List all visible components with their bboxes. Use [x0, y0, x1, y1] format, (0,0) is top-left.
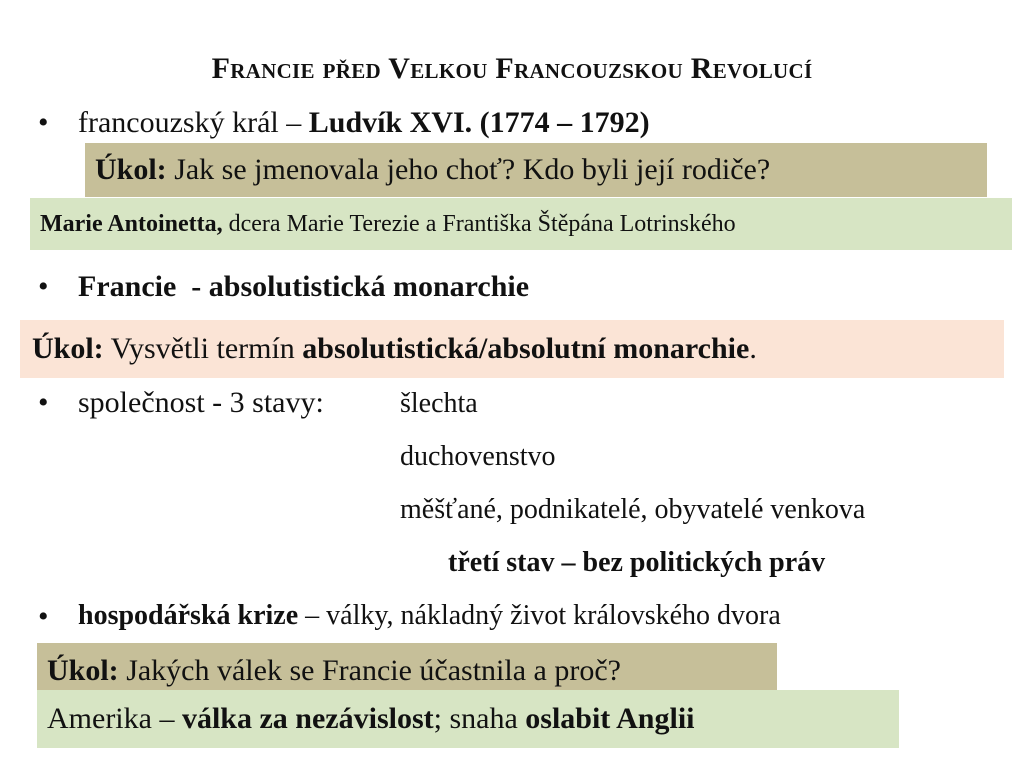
answer-text: dcera Marie Terezie a Františka Štěpána Lotrinského — [222, 211, 736, 237]
task-end: . — [749, 332, 757, 365]
answer-name: Marie Antoinetta, — [40, 211, 223, 237]
answer-box-1 — [30, 198, 1012, 250]
task-box-2 — [20, 320, 1004, 378]
answer-part1: Amerika – — [47, 702, 182, 735]
third-estate-note: třetí stav – bez politických práv — [448, 547, 826, 578]
crisis-text: – války, nákladný život královského dvora — [298, 600, 781, 631]
crisis-bold: hospodářská krize — [78, 600, 299, 631]
task-text: Jak se jmenovala jeho choť? Kdo byli její rodiče? — [166, 153, 771, 186]
answer-bold2: oslabit Anglii — [525, 702, 695, 735]
answer-box-3 — [37, 690, 899, 748]
answer-part2: ; snaha — [433, 702, 526, 735]
answer-bold1: válka za nezávislost — [181, 702, 434, 735]
bullet-dot: • — [38, 106, 49, 139]
bullet-dot: • — [38, 270, 49, 303]
bullet-dot: • — [38, 600, 49, 633]
bullet-dot: • — [38, 386, 49, 419]
task-box-3 — [37, 643, 777, 691]
estate-item: duchovenstvo — [400, 441, 556, 472]
task-label: Úkol: — [95, 153, 167, 186]
task-text: Vysvětli termín — [103, 332, 303, 365]
estate-item: měšťané, podnikatelé, obyvatelé venkova — [400, 494, 866, 525]
task-label: Úkol: — [32, 332, 104, 365]
king-prefix: francouzský král – — [78, 106, 309, 139]
king-name: Ludvík XVI. (1774 – 1792) — [308, 106, 650, 139]
task-label: Úkol: — [47, 654, 119, 687]
task-box-1 — [85, 143, 987, 197]
monarchy-text: Francie - absolutistická monarchie — [78, 270, 530, 303]
task-text: Jakých válek se Francie účastnila a proč? — [118, 654, 621, 687]
society-prefix: společnost - 3 stavy: — [78, 386, 324, 419]
task-term: absolutistická/absolutní monarchie — [302, 332, 750, 365]
estate-item: šlechta — [400, 388, 478, 419]
slide-title: Francie před Velkou Francouzskou Revolucí — [211, 52, 813, 85]
